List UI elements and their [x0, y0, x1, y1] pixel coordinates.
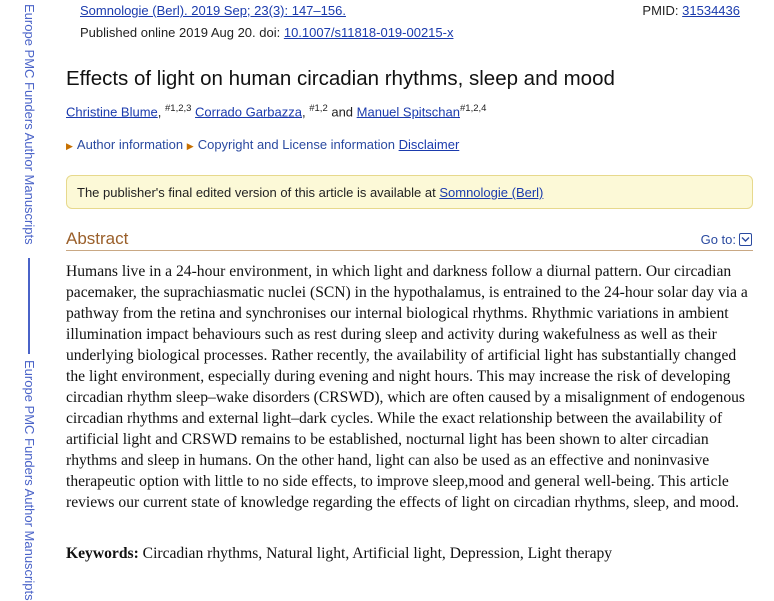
- keywords-list: Circadian rhythms, Natural light, Artificial light, Depression, Light therapy: [138, 545, 613, 562]
- article-title: Effects of light on human circadian rhythms, sleep and mood: [66, 67, 615, 90]
- notice-text: The publisher's final edited version of this article is available at: [77, 185, 440, 200]
- author-affiliation: #1,2,4: [460, 103, 487, 114]
- author-list: [66, 103, 486, 119]
- copyright-license-toggle[interactable]: Copyright and License information: [197, 137, 395, 152]
- expand-triangle-icon: ▶: [66, 141, 73, 151]
- doi-link[interactable]: 10.1007/s11818-019-00215-x: [283, 25, 454, 40]
- author-affiliation: #1,2: [309, 103, 328, 114]
- banner-divider: [28, 258, 30, 354]
- notice-journal-link[interactable]: Somnologie (Berl): [439, 185, 544, 200]
- pmid-link[interactable]: 31534436: [682, 3, 740, 18]
- published-online: [80, 25, 453, 40]
- expand-triangle-icon: ▶: [186, 141, 194, 151]
- publisher-notice: [66, 175, 753, 209]
- published-prefix: Published online 2019 Aug 20. doi:: [80, 25, 284, 40]
- author-information-toggle[interactable]: Author information: [76, 137, 184, 152]
- banner-text-bottom: Europe PMC Funders Author Manuscripts: [22, 360, 37, 601]
- author-link[interactable]: Christine Blume: [66, 104, 158, 120]
- keywords: [66, 545, 612, 563]
- author-link[interactable]: Manuel Spitschan: [356, 104, 460, 120]
- pmid: [642, 3, 740, 18]
- banner-text-top: Europe PMC Funders Author Manuscripts: [22, 4, 37, 245]
- pmid-label: PMID:: [642, 3, 683, 18]
- chevron-down-icon: [739, 233, 752, 246]
- author-separator: ,: [302, 104, 310, 120]
- keywords-label: Keywords:: [66, 545, 139, 562]
- abstract-body: Humans live in a 24-hour environment, in which light and darkness follow a diurnal pattern. Our circadian pacemaker, the suprachiasmatic nuclei (SCN) in the hypothalamus, is entrained to the 24-hour solar day via a pathway from the retina and synchronises our internal biological rhythms. Rhythmic variations in ambient illumination impact behaviours such as rest during sleep and activity during wakefulness as well as their underlying biological processes. Rather recently, the availability of artificial light has substantially changed the light environment, especially during evening and night hours. This may increase the risk of developing circadian rhythm sleep–wake disorders (CRSWD), which are often caused by a misalignment of endogenous circadian rhythms and external light–dark cycles. While the exact relationship between the availability of artificial light and CRSWD remains to be established, nocturnal light has been shown to alter circadian rhythms and sleep in humans. On the other hand, light can also be used as an effective and noninvasive therapeutic option with little to no side effects, to improve sleep,mood and general well-being. This article reviews our current state of knowledge regarding the effects of light on circadian rhythms, sleep, and mood.: [66, 263, 748, 511]
- disclaimer-link[interactable]: Disclaimer: [398, 137, 460, 152]
- section-divider: [66, 250, 753, 251]
- goto-label: Go to:: [700, 232, 736, 247]
- journal-citation-link[interactable]: Somnologie (Berl). 2019 Sep; 23(3): 147–156.: [80, 3, 346, 18]
- abstract-heading: Abstract: [66, 229, 129, 248]
- funders-banner: [0, 0, 48, 601]
- journal-citation: [80, 3, 346, 18]
- author-link[interactable]: Corrado Garbazza: [195, 104, 302, 120]
- author-separator: and: [327, 104, 357, 120]
- author-separator: ,: [157, 104, 165, 120]
- goto-menu[interactable]: [701, 232, 752, 247]
- author-affiliation: #1,2,3: [165, 103, 192, 114]
- article-info-row: [66, 137, 459, 152]
